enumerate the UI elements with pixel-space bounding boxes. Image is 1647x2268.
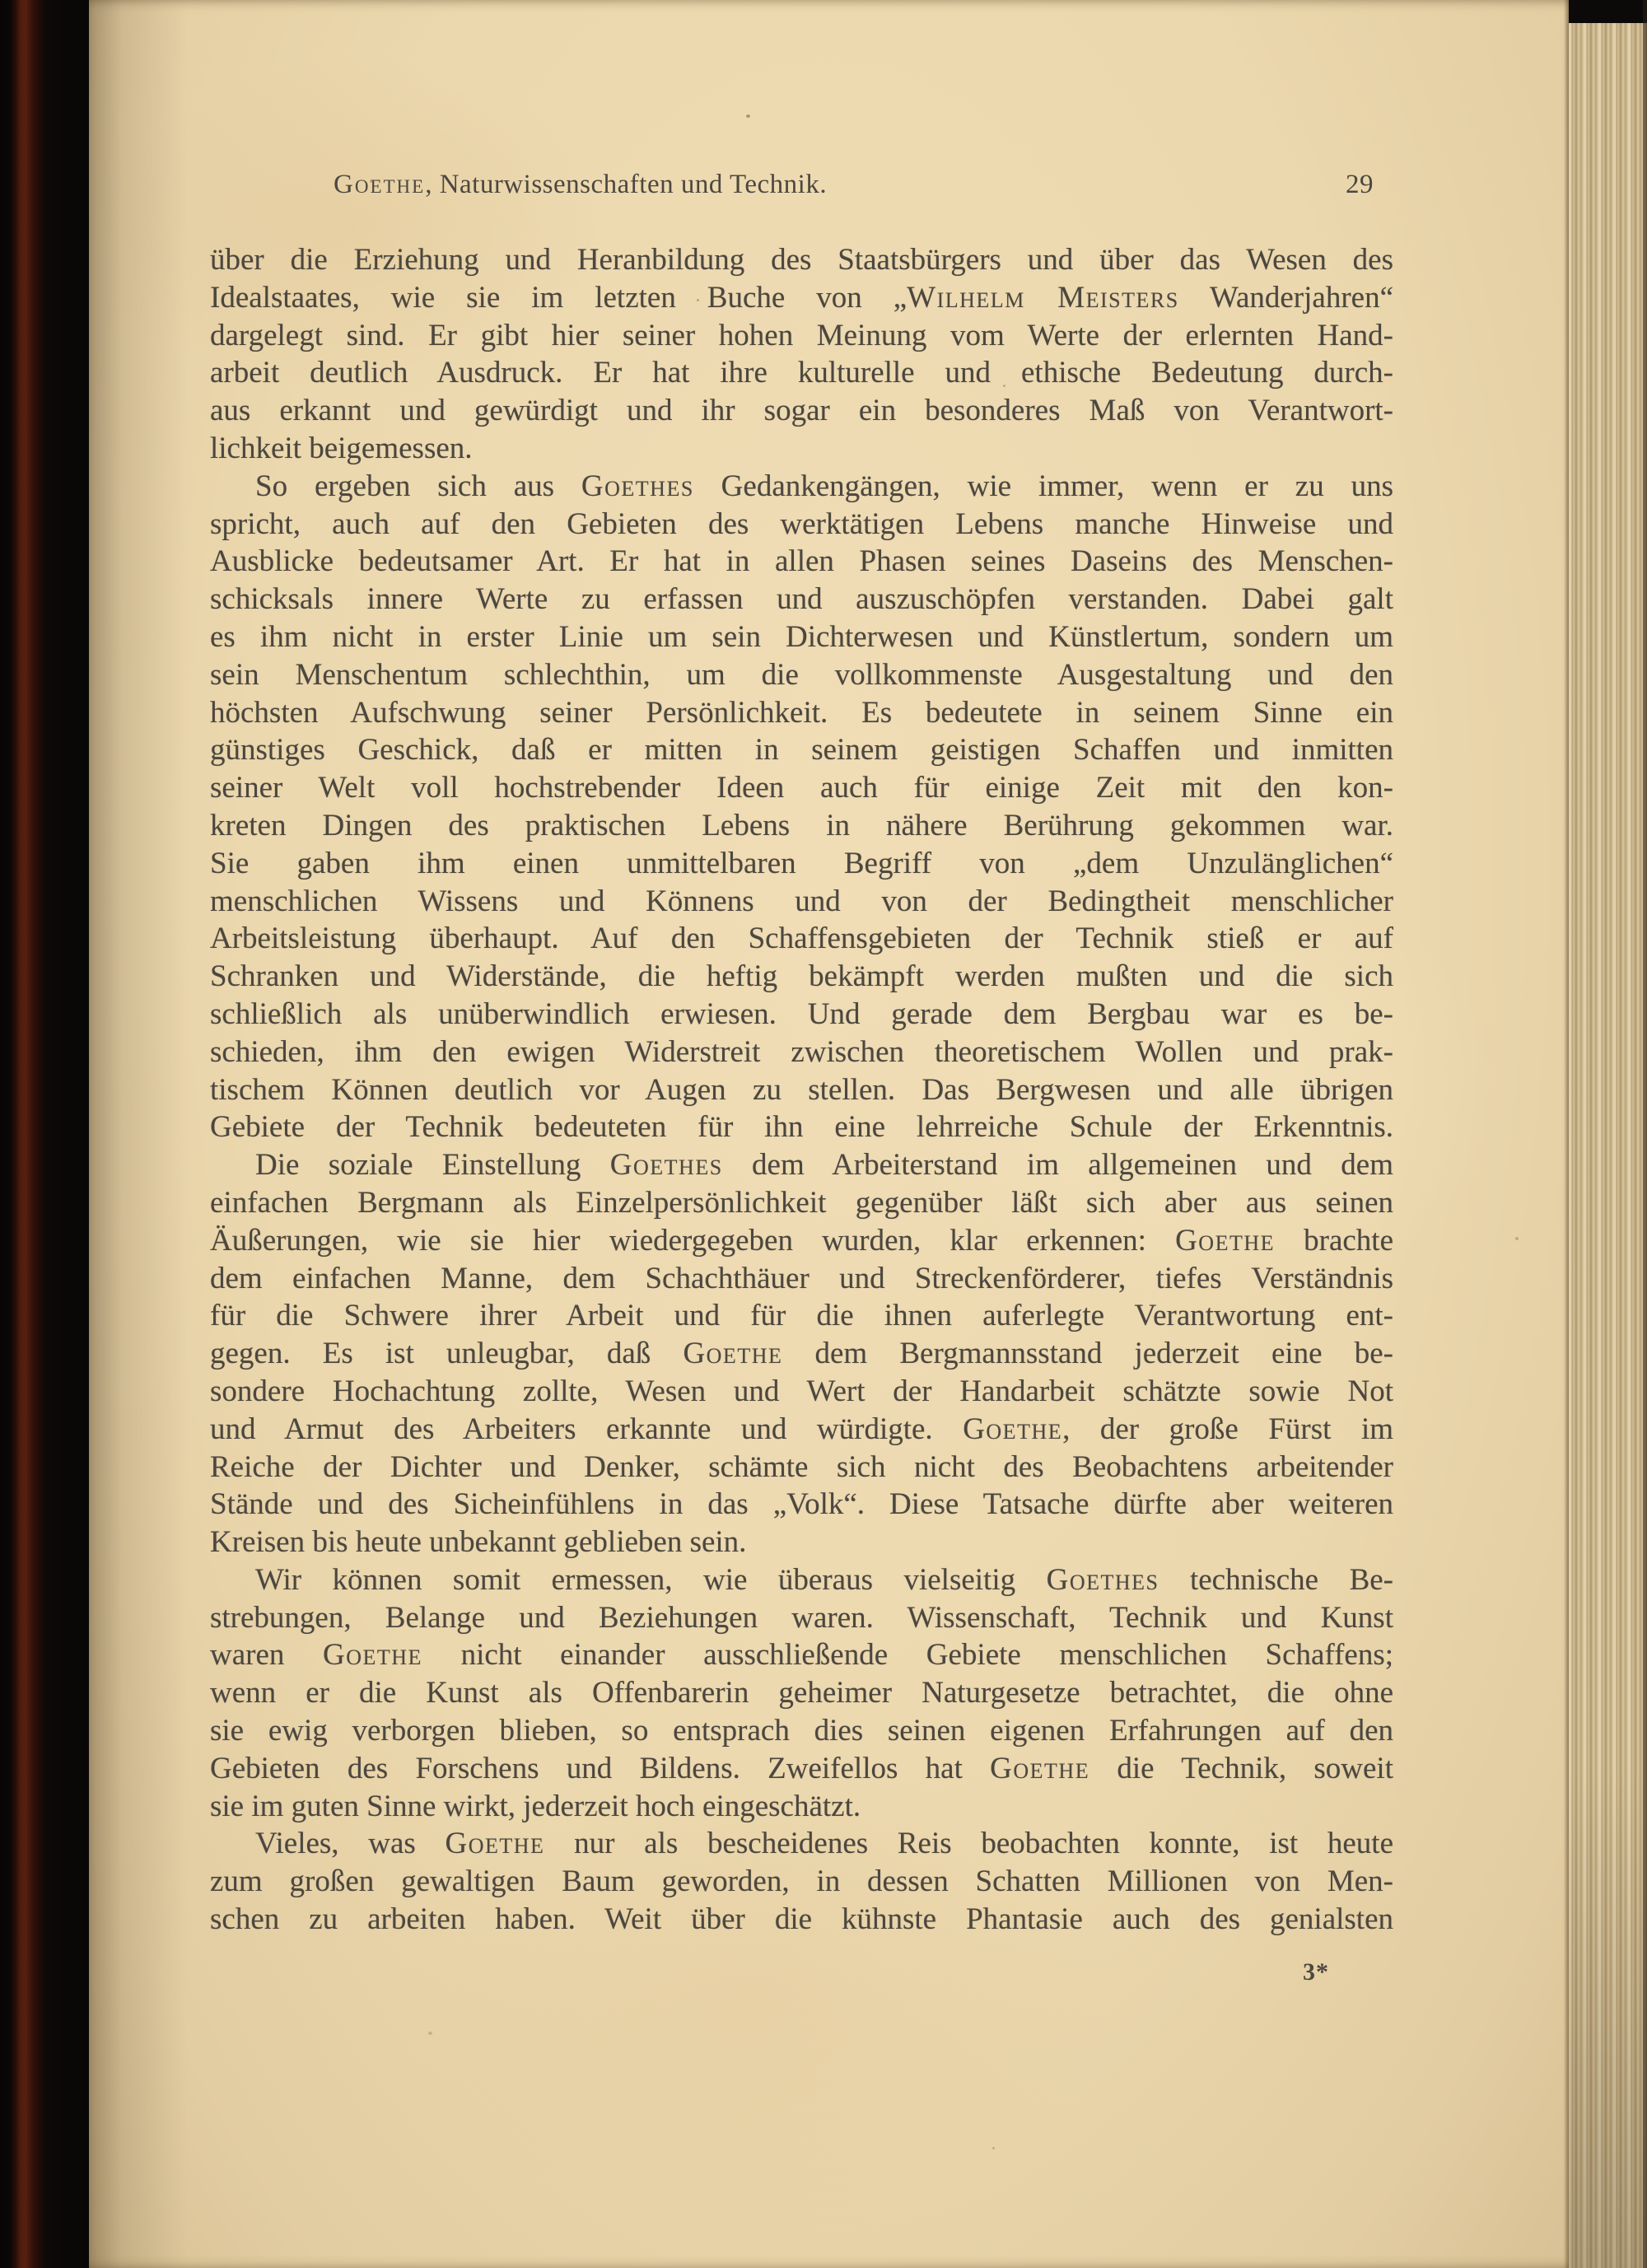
text-line: Reiche der Dichter und Denker, schämte sich nicht des Beobachtens arbeitender <box>210 1449 1393 1484</box>
paragraph <box>210 241 1393 468</box>
text-line: wenn er die Kunst als Offenbarerin geheimer Naturgesetze betrachtet, die ohne <box>210 1676 1393 1710</box>
text-line: Stände und des Sicheinfühlens in das „Volk“. Diese Tatsache dürfte aber weiteren <box>210 1487 1393 1522</box>
text-line: sie ewig verborgen blieben, so entsprach dies seinen eigenen Erfahrungen auf den <box>210 1714 1393 1748</box>
paper-speck <box>370 180 373 183</box>
text-line: günstiges Geschick, daß er mitten in seinem geistigen Schaffen und inmitten <box>210 733 1393 768</box>
text-line: höchsten Aufschwung seiner Persönlichkeit. Es bedeutete in seinem Sinne ein <box>210 695 1393 730</box>
running-head <box>210 170 1393 206</box>
text-line: und Armut des Arbeiters erkannte und würdigte. Goethe, der große Fürst im <box>210 1412 1394 1446</box>
paper-speck <box>1515 1237 1519 1240</box>
text-line: strebungen, Belange und Beziehungen waren. Wissenschaft, Technik und Kunst <box>210 1600 1393 1635</box>
text-line: sie im guten Sinne wirkt, jederzeit hoch eingeschätzt. <box>210 1789 861 1823</box>
small-caps-name: Wilhelm Meisters <box>907 280 1179 315</box>
text-line: zum großen gewaltigen Baum geworden, in dessen Schatten Millionen von Men- <box>210 1864 1393 1899</box>
text-line: sein Menschentum schlechthin, um die vollkommenste Ausgestaltung und den <box>210 657 1393 692</box>
text-line: Vieles, was Goethe nur als bescheidenes Reis beobachten konnte, ist heute <box>255 1827 1393 1861</box>
small-caps-name: Goethe <box>683 1337 783 1371</box>
running-title: Goethe, Naturwissenschaften und Technik. <box>334 170 828 199</box>
paragraph <box>210 1146 1393 1561</box>
text-line: Kreisen bis heute unbekannt geblieben sein. <box>210 1525 747 1560</box>
text-line: es ihm nicht in erster Linie um sein Dichterwesen und Künstlertum, sondern um <box>210 619 1393 654</box>
paragraph <box>210 468 1393 1146</box>
text-line: sondere Hochachtung zollte, Wesen und Wert der Handarbeit schätzte sowie Not <box>210 1374 1393 1408</box>
text-line: Idealstaates, wie sie im letzten Buche von „Wilhelm Meisters Wanderjahren“ <box>210 280 1393 315</box>
signature-mark: 3* <box>1303 1958 1329 1986</box>
text-line: Arbeitsleistung überhaupt. Auf den Schaffensgebieten der Technik stieß er auf <box>210 922 1393 956</box>
page-number: 29 <box>1346 170 1374 199</box>
text-line: Wir können somit ermessen, wie überaus vielseitig Goethes technische Be- <box>255 1562 1394 1597</box>
text-line: schicksals innere Werte zu erfassen und auszuschöpfen verstanden. Dabei galt <box>210 582 1393 617</box>
text-line: lichkeit beigemessen. <box>210 431 473 465</box>
text-line: schen zu arbeiten haben. Weit über die kühnste Phantasie auch des genialsten <box>210 1902 1393 1937</box>
small-caps-name: Goethe <box>963 1412 1063 1446</box>
text-line: Ausblicke bedeutsamer Art. Er hat in allen Phasen seines Daseins des Menschen- <box>210 544 1393 579</box>
text-line: einfachen Bergmann als Einzelpersönlichkeit gegenüber läßt sich aber aus seinen <box>210 1185 1393 1220</box>
text-line: waren Goethe nicht einander ausschließende Gebiete menschlichen Schaffens; <box>210 1638 1393 1673</box>
small-caps-name: Goethe <box>323 1638 422 1673</box>
paper-speck <box>697 299 699 301</box>
text-line: schieden, ihm den ewigen Widerstreit zwischen theoretischem Wollen und prak- <box>210 1034 1393 1069</box>
small-caps-name: Goethe <box>990 1751 1090 1785</box>
text-block <box>210 0 1393 2268</box>
small-caps-name: Goethe <box>1175 1223 1275 1258</box>
text-line: aus erkannt und gewürdigt und ihr sogar ein besonderes Maß von Verantwort- <box>210 394 1393 428</box>
text-line: Sie gaben ihm einen unmittelbaren Begriff von „dem Unzulänglichen“ <box>210 846 1393 880</box>
small-caps-name: Goethes <box>581 469 694 503</box>
text-line: Äußerungen, wie sie hier wiedergegeben wurden, klar erkennen: Goethe brachte <box>210 1223 1393 1258</box>
small-caps-name: Goethe <box>334 170 426 199</box>
paper-speck <box>428 2032 432 2035</box>
text-line: für die Schwere ihrer Arbeit und für die ihnen auferlegte Verantwortung ent- <box>210 1299 1393 1333</box>
text-line: dargelegt sind. Er gibt hier seiner hohen Meinung vom Werte der erlernten Hand- <box>210 318 1393 352</box>
small-caps-name: Goethes <box>609 1148 723 1183</box>
book-fore-edge-pages <box>1569 0 1647 2268</box>
paper-speck <box>1003 385 1005 387</box>
small-caps-name: Goethe <box>445 1827 545 1861</box>
body-text <box>210 241 1393 1939</box>
page-paper <box>89 0 1569 2268</box>
paper-speck <box>746 114 750 118</box>
text-line: Die soziale Einstellung Goethes dem Arbeiterstand im allgemeinen und dem <box>255 1148 1393 1183</box>
paragraph <box>210 1825 1393 1938</box>
text-line: gegen. Es ist unleugbar, daß Goethe dem Bergmannsstand jederzeit eine be- <box>210 1337 1393 1371</box>
text-line: seiner Welt voll hochstrebender Ideen auch für einige Zeit mit den kon- <box>210 771 1393 805</box>
text-line: So ergeben sich aus Goethes Gedankengängen, wie immer, wenn er zu uns <box>255 469 1393 503</box>
text-line: tischem Können deutlich vor Augen zu stellen. Das Bergwesen und alle übrigen <box>210 1072 1393 1107</box>
text-line: Gebieten des Forschens und Bildens. Zweifellos hat Goethe die Technik, soweit <box>210 1751 1393 1785</box>
gutter-shadow <box>89 0 196 2268</box>
text-line: Schranken und Widerstände, die heftig bekämpft werden mußten und die sich <box>210 959 1393 994</box>
small-caps-name: Goethes <box>1046 1562 1159 1597</box>
text-line: über die Erziehung und Heranbildung des Staatsbürgers und über das Wesen des <box>210 243 1393 277</box>
text-line: arbeit deutlich Ausdruck. Er hat ihre kulturelle und ethische Bedeutung durch- <box>210 356 1393 390</box>
text-line: schließlich als unüberwindlich erwiesen. Und gerade dem Bergbau war es be- <box>210 996 1393 1031</box>
text-line: kreten Dingen des praktischen Lebens in nähere Berührung gekommen war. <box>210 808 1393 842</box>
paper-speck <box>992 2147 995 2149</box>
paragraph <box>210 1561 1393 1826</box>
text-line: Gebiete der Technik bedeuteten für ihn eine lehrreiche Schule der Erkenntnis. <box>210 1110 1393 1145</box>
book-binding-edge <box>0 0 89 2268</box>
text-line: spricht, auch auf den Gebieten des werktätigen Lebens manche Hinweise und <box>210 506 1393 541</box>
text-line: menschlichen Wissens und Könnens und von der Bedingtheit menschlicher <box>210 884 1393 918</box>
text-line: dem einfachen Manne, dem Schachthäuer und Streckenförderer, tiefes Verständnis <box>210 1261 1393 1295</box>
